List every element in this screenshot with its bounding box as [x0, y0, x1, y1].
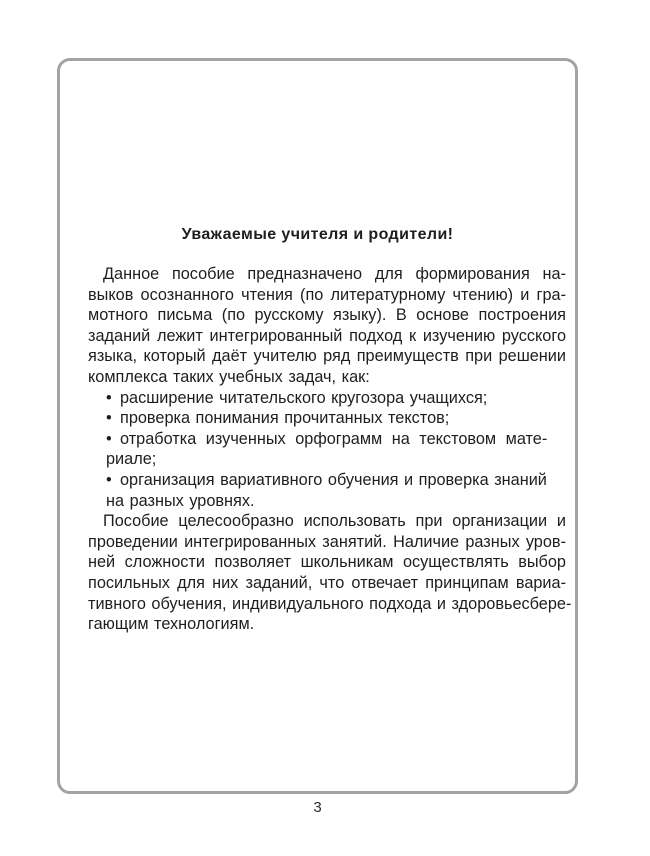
bullet-icon: • [106, 388, 112, 407]
text-line: ней сложности позволяет школьникам осуществлять выбор [88, 553, 566, 572]
text-line [88, 388, 566, 409]
bullet-icon: • [106, 409, 112, 428]
bullet-icon: • [106, 470, 112, 489]
bullet-text: организация вариативного обучения и проверка знаний [120, 470, 547, 489]
page-number: 3 [313, 799, 322, 816]
text-line: тивного обучения, индивидуального подхода и здоровьесбере- [88, 594, 572, 613]
text-line: языка, который даёт учителю ряд преимуществ при решении [88, 347, 566, 366]
text-line: выков осознанного чтения (по литературному чтению) и гра- [88, 285, 566, 304]
bullet-text: расширение читательского кругозора учащихся; [120, 388, 488, 407]
bullet-item [88, 470, 566, 511]
bullet-item [88, 388, 566, 409]
intro-paragraph [88, 264, 566, 388]
text-line: Пособие целесообразно использовать при организации и [103, 512, 566, 531]
bullet-item [88, 429, 566, 470]
text-line: на разных уровнях. [106, 491, 255, 510]
text-line [88, 470, 566, 491]
bullet-text: отработка изученных орфограмм на текстовом мате- [120, 429, 548, 448]
text-line: проведении интегрированных занятий. Наличие разных уров- [88, 532, 566, 551]
text-line: гающим технологиям. [88, 615, 255, 634]
text-line: Данное пособие предназначено для формирования на- [103, 265, 566, 283]
text-line: посильных для них заданий, что отвечает принципам вариа- [88, 573, 566, 592]
text-line: мотного письма (по русскому языку). В основе построения [88, 306, 566, 325]
body-text [88, 264, 572, 635]
bullet-list [88, 388, 566, 512]
text-line [88, 408, 566, 429]
text-line: комплекса таких учебных задач, как: [88, 367, 370, 386]
bullet-item [88, 408, 566, 429]
text-line: риале; [106, 450, 157, 469]
page-title: Уважаемые учителя и родители! [181, 226, 454, 243]
closing-paragraph [88, 511, 572, 635]
text-line [88, 429, 566, 450]
text-line: заданий лежит интегрированный подход к изучению русского [88, 326, 566, 345]
bullet-text: проверка понимания прочитанных текстов; [120, 409, 450, 428]
bullet-icon: • [106, 429, 112, 448]
